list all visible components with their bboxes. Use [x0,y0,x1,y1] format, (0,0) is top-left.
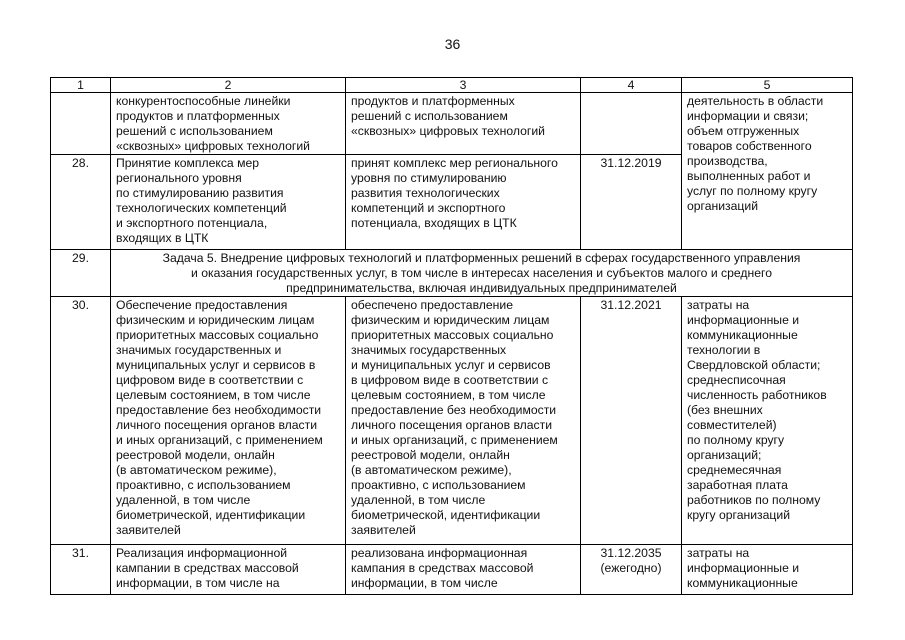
column-header: 4 [581,78,682,93]
indicator-cell: деятельность в области информации и связи; объем отгруженных товаров собственного производства, выполненных работ и услуг по полному кругу организаций [682,93,853,250]
measure-cell: конкурентоспособные линейки продуктов и платформенных решений с использованием «сквозных» цифровых технологий [111,93,346,155]
plan-table [50,77,853,595]
row-number: 29. [51,250,111,297]
column-header: 1 [51,78,111,93]
table-row [51,250,853,297]
column-header: 5 [682,78,853,93]
column-header: 2 [111,78,346,93]
page-number: 36 [444,36,461,52]
result-cell: принят комплекс мер регионального уровня по стимулированию развития технологических компетенций и экспортного потенциала, входящих в ЦТК [346,155,581,250]
row-number: 30. [51,297,111,545]
date-cell: 31.12.2019 [581,155,682,250]
row-number: 31. [51,545,111,595]
table-row [51,93,853,155]
table-row [51,297,853,545]
result-cell: реализована информационная кампания в средствах массовой информации, в том числе [346,545,581,595]
measure-cell: Обеспечение предоставления физическим и юридическим лицам приоритетных массовых социально значимых государственных и муниципальных услуг и сервисов в цифровом виде в соответствии с целевым состоянием, в том числе предоставление без необходимости личного посещения органов власти и иных организаций, с применением реестровой модели, онлайн (в автоматическом режиме), проактивно, с использованием удаленной, в том числе биометрической, идентификации заявителей [111,297,346,545]
task-heading-cell: Задача 5. Внедрение цифровых технологий и платформенных решений в сферах государственного управления и оказания государственных услуг, в том числе в интересах населения и субъектов малого и среднего предпринимательства, включая индивидуальных предпринимателей [111,250,853,297]
indicator-cell: затраты на информационные и коммуникационные [682,545,853,595]
indicator-cell: затраты на информационные и коммуникационные технологии в Свердловской области; среднесписочная численность работников (без внешних совместителей) по полному кругу организаций; среднемесячная заработная плата работников по полному кругу организаций [682,297,853,545]
date-cell: 31.12.2035 (ежегодно) [581,545,682,595]
date-cell [581,93,682,155]
row-number [51,93,111,155]
result-cell: обеспечено предоставление физическим и юридическим лицам приоритетных массовых социально значимых государственных и муниципальных услуг и сервисов в цифровом виде в соответствии с целевым состоянием, в том числе предоставление без необходимости личного посещения органов власти и иных организаций, с применением реестровой модели, онлайн (в автоматическом режиме), проактивно, с использованием удаленной, в том числе биометрической, идентификации заявителей [346,297,581,545]
table-row [51,545,853,595]
column-header: 3 [346,78,581,93]
table-header-row [51,78,853,93]
measure-cell: Принятие комплекса мер регионального уровня по стимулированию развития технологических компетенций и экспортного потенциала, входящих в ЦТК [111,155,346,250]
result-cell: продуктов и платформенных решений с использованием «сквозных» цифровых технологий [346,93,581,155]
measure-cell: Реализация информационной кампании в средствах массовой информации, в том числе на [111,545,346,595]
date-cell: 31.12.2021 [581,297,682,545]
row-number: 28. [51,155,111,250]
